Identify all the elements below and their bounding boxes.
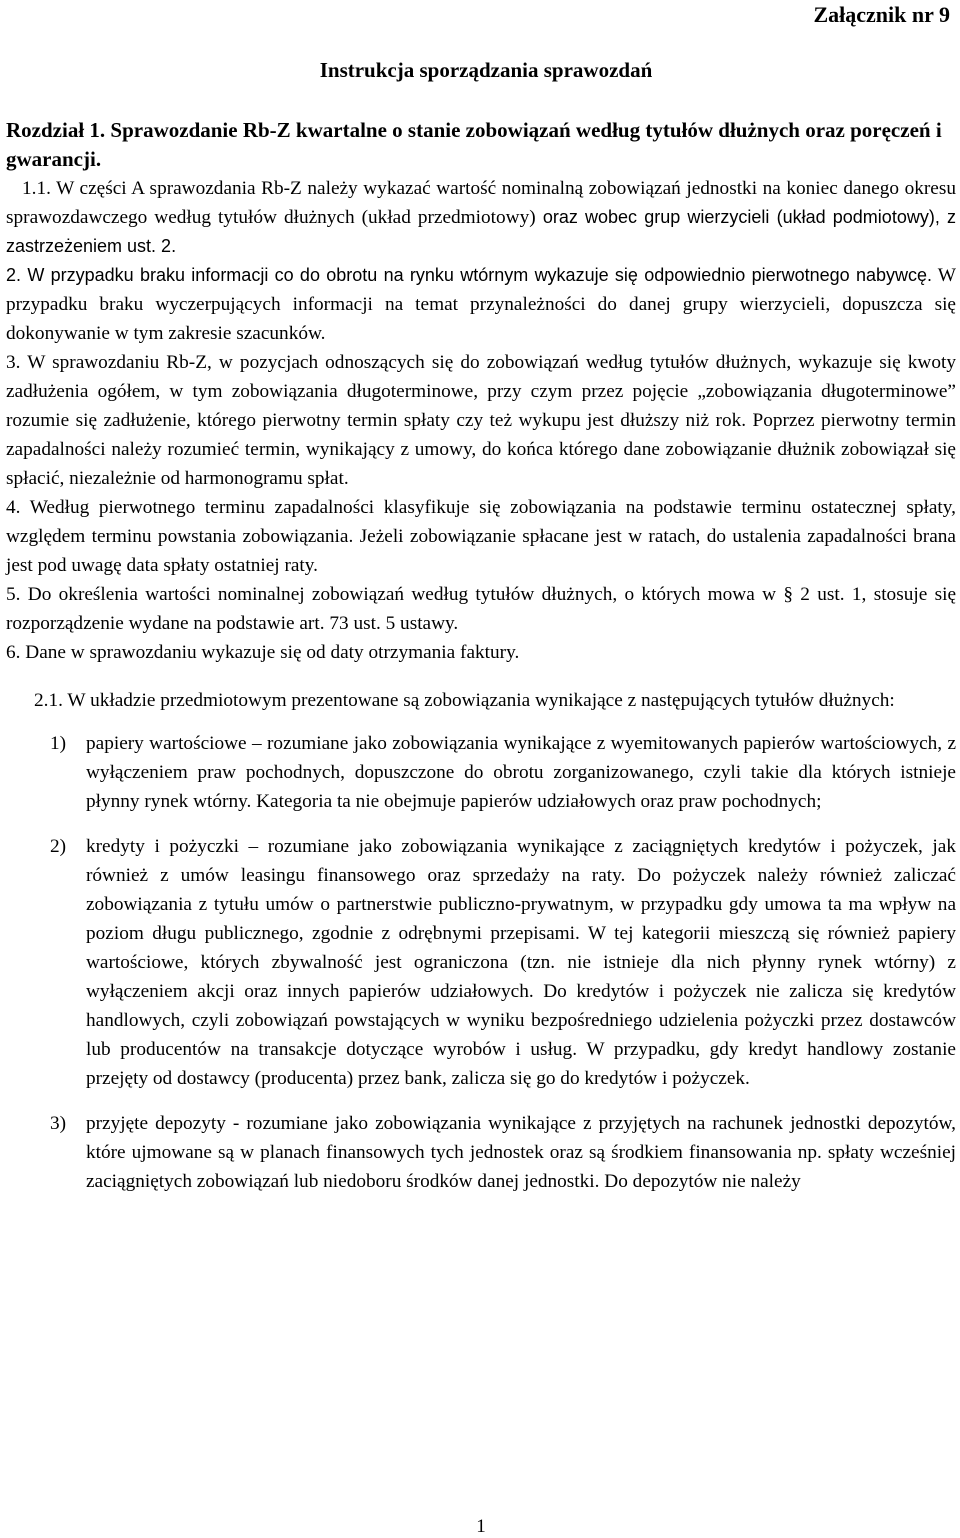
paragraph-3: 3. W sprawozdaniu Rb-Z, w pozycjach odnoszących się do zobowiązań według tytułów dłużnych, wykazuje się kwoty zadłużenia ogółem, w tym zobowiązania długoterminowe, przy czym przez pojęcie „zobowiązania długoterminowe” rozumie się zadłużenie, którego pierwotny termin spłaty czy też wykupu jest dłuższy niż rok. Poprzez pierwotny termin zapadalności należy rozumieć termin, wynikający z umowy, do końca którego dane zobowiązanie dłużnik zobowiązał się spłacić, niezależnie od harmonogramu spłat. [6,352,956,489]
list-item-text: przyjęte depozyty - rozumiane jako zobowiązania wynikające z przyjętych na rachunek jednostki depozytów, które ujmowane są w planach finansowych tych jednostek oraz są środkiem finansowania np. spłaty wcześniej zaciągniętych zobowiązań lub niedoboru środków danej jednostki. Do depozytów nie należy [86,1113,956,1192]
list-item-number: 3) [50,1113,67,1134]
page-number: 1 [476,1516,486,1537]
paragraph-4: 4. Według pierwotnego terminu zapadalności klasyfikuje się zobowiązania na podstawie terminu ostatecznej spłaty, względem terminu powstania zobowiązania. Jeżeli zobowiązanie spłacane jest w ratach, do ustalenia zapadalności brana jest pod uwagę data spłaty ostatniej raty. [6,497,956,576]
paragraph-number: 2.1. [34,690,63,711]
paragraph-2-1 [6,686,956,715]
document-page [6,0,956,1537]
document-body [6,174,956,1212]
paragraph-text: W przypadku braku wyczerpujących informacji na temat przynależności do danej grupy wierzycieli, dopuszcza się dokonywanie w tym zakresie szacunków. [6,265,956,344]
paragraph-5: 5. Do określenia wartości nominalnej zobowiązań według tytułów dłużnych, o których mowa w § 2 ust. 1, stosuje się rozporządzenie wydane na podstawie art. 73 ust. 5 ustawy. [6,584,956,634]
document-title: Instrukcja sporządzania sprawozdań [319,58,653,82]
debt-titles-list [6,729,956,1196]
spacer [6,667,956,686]
list-item [6,729,956,816]
annex-label: Załącznik nr 9 [813,2,950,27]
paragraph-text-sans: 2. W przypadku braku informacji co do obrotu na rynku wtórnym wykazuje się odpowiednio pierwotnego nabywcę. [6,265,933,285]
list-item-text: kredyty i pożyczki – rozumiane jako zobowiązania wynikające z zaciągniętych kredytów i pożyczek, jak również z umów leasingu finansowego oraz sprzedaży na raty. Do pożyczek należy również zaliczać zobowiązania z tytułu umów o partnerstwie publiczno-prywatnym, w przypadku gdy umowa ta ma wpływ na poziom długu publicznego, zgodnie z odrębnymi przepisami. W tej kategorii mieszczą się również papiery wartościowe, których zbywalność jest ograniczona (tzn. nie istnieje dla nich płynny rynek wtórny) z wyłączeniem akcji oraz innych papierów udziałowych. Do kredytów i pożyczek nie zalicza się kredytów handlowych, czyli zobowiązań powstających w wyniku bezpośredniego udzielenia pożyczki przez dostawców lub producentów na transakcje dotyczące wyrobów i usług. W przypadku, gdy kredyt handlowy zostanie przejęty od dostawcy (producenta) przez bank, zalicza się go do kredytów i pożyczek. [86,836,956,1089]
chapter-heading: Rozdział 1. Sprawozdanie Rb-Z kwartalne o stanie zobowiązań według tytułów dłużnych oraz poręczeń i gwarancji. [6,118,942,171]
list-item-text: papiery wartościowe – rozumiane jako zobowiązania wynikające z wyemitowanych papierów wartościowych, z wyłączeniem praw pochodnych, dopuszczone do obrotu zorganizowanego, czyli takie dla których istnieje płynny rynek wtórny. Kategoria ta nie obejmuje papierów udziałowych oraz praw pochodnych; [86,733,956,812]
list-item [6,1109,956,1196]
paragraph-2 [6,261,956,348]
paragraph-text: W części A sprawozdania Rb-Z należy wykazać wartość nominalną zobowiązań jednostki na koniec danego okresu sprawozdawczego według tytułów dłużnych (układ przedmiotowy) [6,178,956,228]
list-item-number: 2) [50,836,67,857]
list-item [6,832,956,1093]
paragraph-text-sans: oraz wobec grup wierzycieli (układ podmiotowy), z zastrzeżeniem ust. 2. [6,207,956,256]
list-item-number: 1) [50,733,67,754]
paragraph-1-1 [6,174,956,261]
paragraph-6: 6. Dane w sprawozdaniu wykazuje się od daty otrzymania faktury. [6,642,520,663]
paragraph-text: W układzie przedmiotowym prezentowane są zobowiązania wynikające z następujących tytułów dłużnych: [67,690,895,711]
paragraph-number: 1.1. [22,178,51,199]
